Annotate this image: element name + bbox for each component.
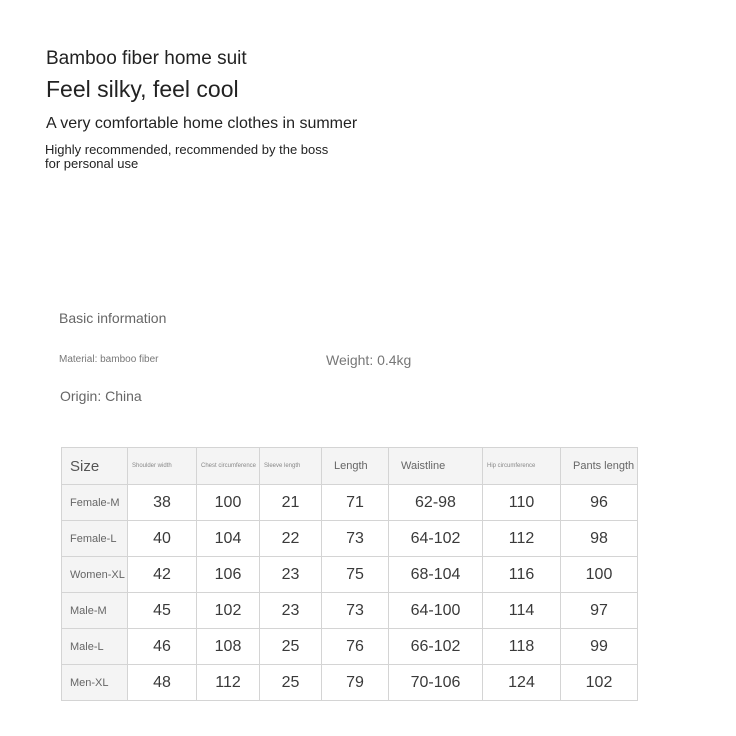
table-cell: 100 (561, 557, 638, 593)
table-cell: 22 (260, 521, 322, 557)
table-cell: 70-106 (389, 665, 483, 701)
row-size-label: Women-XL (62, 557, 128, 593)
table-cell: 99 (561, 629, 638, 665)
product-tagline: Feel silky, feel cool (46, 76, 239, 102)
header-hip-circumference: Hip circumference (483, 448, 561, 485)
header-chest-circumference: Chest circumference (197, 448, 260, 485)
table-cell: 45 (128, 593, 197, 629)
row-size-label: Male-M (62, 593, 128, 629)
row-size-label: Male-L (62, 629, 128, 665)
table-row (62, 593, 638, 629)
weight-text: Weight: 0.4kg (326, 352, 412, 368)
size-chart-table (61, 447, 638, 701)
header-pants-length: Pants length (561, 448, 638, 485)
table-cell: 100 (197, 485, 260, 521)
table-cell: 124 (483, 665, 561, 701)
product-recommendation: Highly recommended, recommended by the boss for personal use (45, 142, 329, 171)
table-row (62, 629, 638, 665)
table-cell: 73 (322, 593, 389, 629)
table-cell: 38 (128, 485, 197, 521)
table-cell: 48 (128, 665, 197, 701)
table-cell: 104 (197, 521, 260, 557)
table-cell: 110 (483, 485, 561, 521)
table-cell: 71 (322, 485, 389, 521)
product-name: Bamboo fiber home suit (46, 48, 247, 69)
header-shoulder-width: Shoulder width (128, 448, 197, 485)
row-size-label: Men-XL (62, 665, 128, 701)
product-subtitle: A very comfortable home clothes in summer (46, 115, 358, 132)
header-length: Length (322, 448, 389, 485)
table-cell: 98 (561, 521, 638, 557)
table-row (62, 665, 638, 701)
row-size-label: Female-L (62, 521, 128, 557)
table-cell: 23 (260, 593, 322, 629)
material-text: Material: bamboo fiber (59, 354, 159, 365)
origin-text: Origin: China (60, 388, 142, 404)
table-cell: 64-102 (389, 521, 483, 557)
table-cell: 75 (322, 557, 389, 593)
header-waistline: Waistline (389, 448, 483, 485)
table-cell: 21 (260, 485, 322, 521)
table-cell: 40 (128, 521, 197, 557)
table-row (62, 521, 638, 557)
table-cell: 116 (483, 557, 561, 593)
table-cell: 96 (561, 485, 638, 521)
table-cell: 76 (322, 629, 389, 665)
table-cell: 42 (128, 557, 197, 593)
table-cell: 46 (128, 629, 197, 665)
table-cell: 68-104 (389, 557, 483, 593)
table-row (62, 485, 638, 521)
table-header-row (62, 448, 638, 485)
table-row (62, 557, 638, 593)
table-cell: 64-100 (389, 593, 483, 629)
table-cell: 112 (197, 665, 260, 701)
table-cell: 114 (483, 593, 561, 629)
table-cell: 66-102 (389, 629, 483, 665)
header-sleeve-length: Sleeve length (260, 448, 322, 485)
table-cell: 97 (561, 593, 638, 629)
table-cell: 102 (197, 593, 260, 629)
table-cell: 79 (322, 665, 389, 701)
table-cell: 25 (260, 629, 322, 665)
basic-info-heading: Basic information (59, 310, 167, 326)
table-cell: 23 (260, 557, 322, 593)
table-cell: 108 (197, 629, 260, 665)
header-size: Size (62, 448, 128, 485)
table-cell: 25 (260, 665, 322, 701)
table-cell: 118 (483, 629, 561, 665)
table-cell: 112 (483, 521, 561, 557)
table-cell: 102 (561, 665, 638, 701)
table-cell: 62-98 (389, 485, 483, 521)
row-size-label: Female-M (62, 485, 128, 521)
table-cell: 73 (322, 521, 389, 557)
table-cell: 106 (197, 557, 260, 593)
